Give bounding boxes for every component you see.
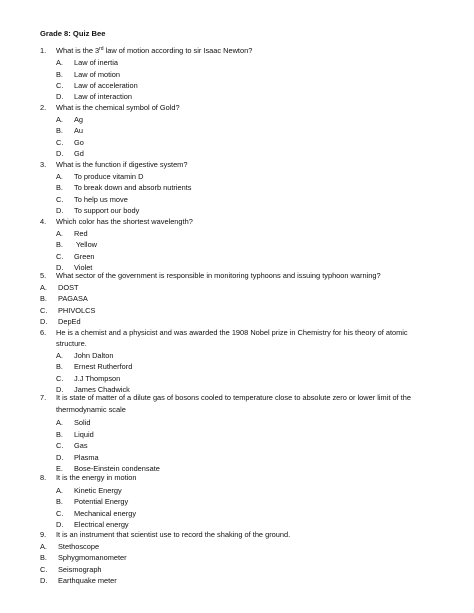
- option-text: Electrical energy: [74, 520, 129, 529]
- option-text: To produce vitamin D: [74, 172, 144, 181]
- page-title: Grade 8: Quiz Bee: [40, 29, 106, 38]
- question-8: [40, 473, 440, 483]
- option-text: Kinetic Energy: [74, 486, 122, 495]
- question-text-line-2: structure.: [56, 339, 87, 348]
- option-text: Mechanical energy: [74, 509, 137, 518]
- option-text: DepEd: [58, 317, 81, 326]
- option-text: Liquid: [74, 430, 94, 439]
- question-number: 7.: [40, 393, 47, 402]
- option-text: To help us move: [74, 195, 128, 204]
- question-number: 9.: [40, 530, 47, 539]
- option-letter: B.: [56, 362, 63, 371]
- option-letter: A.: [56, 418, 63, 427]
- option-letter: A.: [56, 229, 63, 238]
- question-number: 2.: [40, 103, 47, 112]
- option-b: [56, 430, 94, 440]
- option-b: [56, 126, 83, 136]
- option-letter: A.: [40, 283, 47, 292]
- option-b: [56, 240, 97, 250]
- option-letter: A.: [56, 115, 63, 124]
- option-c: [56, 138, 84, 148]
- option-letter: E.: [56, 464, 63, 473]
- option-text: Law of motion: [74, 70, 121, 79]
- question-5: [40, 271, 440, 281]
- question-6-continuation: [56, 339, 456, 349]
- option-a: [56, 351, 113, 361]
- option-d: [56, 206, 139, 216]
- option-text: Ernest Rutherford: [74, 362, 133, 371]
- question-9: [40, 530, 440, 540]
- option-text: Law of inertia: [74, 58, 118, 67]
- option-text: PHIVOLCS: [58, 306, 96, 315]
- option-text: DOST: [58, 283, 79, 292]
- option-letter: B.: [56, 70, 63, 79]
- option-letter: A.: [56, 58, 63, 67]
- option-letter: B.: [40, 553, 47, 562]
- option-text: Go: [74, 138, 84, 147]
- option-text: Law of interaction: [74, 92, 132, 101]
- option-text: Yellow: [74, 240, 98, 249]
- option-letter: C.: [56, 374, 64, 383]
- option-text: Au: [74, 126, 84, 135]
- question-number: 3.: [40, 160, 47, 169]
- option-text: Law of acceleration: [74, 81, 138, 90]
- option-a: [56, 486, 122, 496]
- option-b: [56, 497, 128, 507]
- option-c: [56, 81, 138, 91]
- option-d: [56, 453, 99, 463]
- option-text: Bose-Einstein condensate: [74, 464, 160, 473]
- option-text: Ag: [74, 115, 84, 124]
- option-text: Potential Energy: [74, 497, 129, 506]
- option-text: Red: [74, 229, 88, 238]
- option-a: [56, 229, 88, 239]
- option-text: Gas: [74, 441, 88, 450]
- option-d: [56, 149, 84, 159]
- option-letter: B.: [56, 126, 63, 135]
- option-text: Earthquake meter: [58, 576, 117, 585]
- question-text: Which color has the shortest wavelength?: [56, 217, 193, 226]
- question-4: [40, 217, 440, 227]
- question-number: 5.: [40, 271, 47, 280]
- option-text: Sphygmomanometer: [58, 553, 127, 562]
- option-b: [40, 294, 88, 304]
- option-letter: D.: [40, 317, 48, 326]
- option-letter: B.: [56, 497, 63, 506]
- question-7: [40, 393, 440, 403]
- option-letter: B.: [56, 430, 63, 439]
- option-c: [40, 565, 102, 575]
- option-c: [56, 252, 95, 262]
- option-a: [56, 418, 90, 428]
- ordinal-superscript: rd: [99, 46, 104, 52]
- question-number: 8.: [40, 473, 47, 482]
- option-c: [56, 441, 88, 451]
- question-text: What sector of the government is responsible in monitoring typhoons and issuing typhoon warning?: [56, 271, 381, 280]
- option-letter: C.: [56, 81, 64, 90]
- question-text-line-1: It is state of matter of a dilute gas of bosons cooled to temperature close to absolute zero or lower limit of the: [56, 393, 411, 402]
- option-letter: C.: [56, 138, 64, 147]
- option-text: Gd: [74, 149, 84, 158]
- option-text: Violet: [74, 263, 93, 272]
- option-a: [56, 58, 118, 68]
- question-2: [40, 103, 440, 113]
- option-d: [40, 317, 81, 327]
- option-text: Green: [74, 252, 95, 261]
- question-text: It is an instrument that scientist use to record the shaking of the ground.: [56, 530, 291, 539]
- option-letter: D.: [56, 149, 64, 158]
- question-text-part: What is the 3: [56, 46, 100, 55]
- question-number: 4.: [40, 217, 47, 226]
- option-text: To support our body: [74, 206, 140, 215]
- option-c: [56, 195, 128, 205]
- question-text-line-1: He is a chemist and a physicist and was awarded the 1908 Nobel prize in Chemistry for his theory of atomic: [56, 328, 408, 337]
- option-letter: C.: [40, 565, 48, 574]
- option-letter: D.: [56, 263, 64, 272]
- option-text: Stethoscope: [58, 542, 100, 551]
- option-letter: D.: [40, 576, 48, 585]
- option-letter: A.: [40, 542, 47, 551]
- question-text: It is the energy in motion: [56, 473, 137, 482]
- option-letter: B.: [56, 240, 63, 249]
- option-letter: D.: [56, 92, 64, 101]
- option-letter: A.: [56, 172, 63, 181]
- option-a: [40, 283, 79, 293]
- option-text: Seismograph: [58, 565, 102, 574]
- option-c: [56, 509, 136, 519]
- question-number: 1.: [40, 46, 47, 55]
- option-b: [56, 70, 120, 80]
- question-text-line-2: thermodynamic scale: [56, 405, 126, 414]
- option-text: John Dalton: [74, 351, 114, 360]
- option-letter: C.: [40, 306, 48, 315]
- option-b: [56, 362, 132, 372]
- option-a: [40, 542, 99, 552]
- option-letter: C.: [56, 441, 64, 450]
- option-letter: B.: [56, 183, 63, 192]
- option-letter: D.: [56, 206, 64, 215]
- option-text: PAGASA: [58, 294, 88, 303]
- option-letter: D.: [56, 520, 64, 529]
- option-d: [56, 92, 132, 102]
- question-1: [40, 46, 440, 56]
- option-letter: B.: [40, 294, 47, 303]
- question-text: What is the chemical symbol of Gold?: [56, 103, 180, 112]
- option-letter: C.: [56, 509, 64, 518]
- question-7-continuation: [56, 405, 456, 415]
- option-c: [40, 306, 95, 316]
- option-letter: A.: [56, 486, 63, 495]
- question-text-part: law of motion according to sir Isaac Newton?: [103, 46, 253, 55]
- option-text: Plasma: [74, 453, 99, 462]
- option-letter: A.: [56, 351, 63, 360]
- option-letter: C.: [56, 195, 64, 204]
- question-6: [40, 328, 440, 338]
- option-text: To break down and absorb nutrients: [74, 183, 192, 192]
- option-text: James Chadwick: [74, 385, 130, 394]
- option-letter: C.: [56, 252, 64, 261]
- option-text: Solid: [74, 418, 91, 427]
- question-text: [56, 46, 252, 55]
- option-d: [56, 520, 129, 530]
- option-b: [40, 553, 127, 563]
- option-letter: D.: [56, 453, 64, 462]
- option-d: [40, 576, 117, 586]
- option-c: [56, 374, 120, 384]
- option-b: [56, 183, 192, 193]
- question-number: 6.: [40, 328, 47, 337]
- option-a: [56, 172, 143, 182]
- question-text: What is the function if digestive system?: [56, 160, 188, 169]
- question-3: [40, 160, 440, 170]
- option-text: J.J Thompson: [74, 374, 121, 383]
- option-letter: D.: [56, 385, 64, 394]
- option-a: [56, 115, 83, 125]
